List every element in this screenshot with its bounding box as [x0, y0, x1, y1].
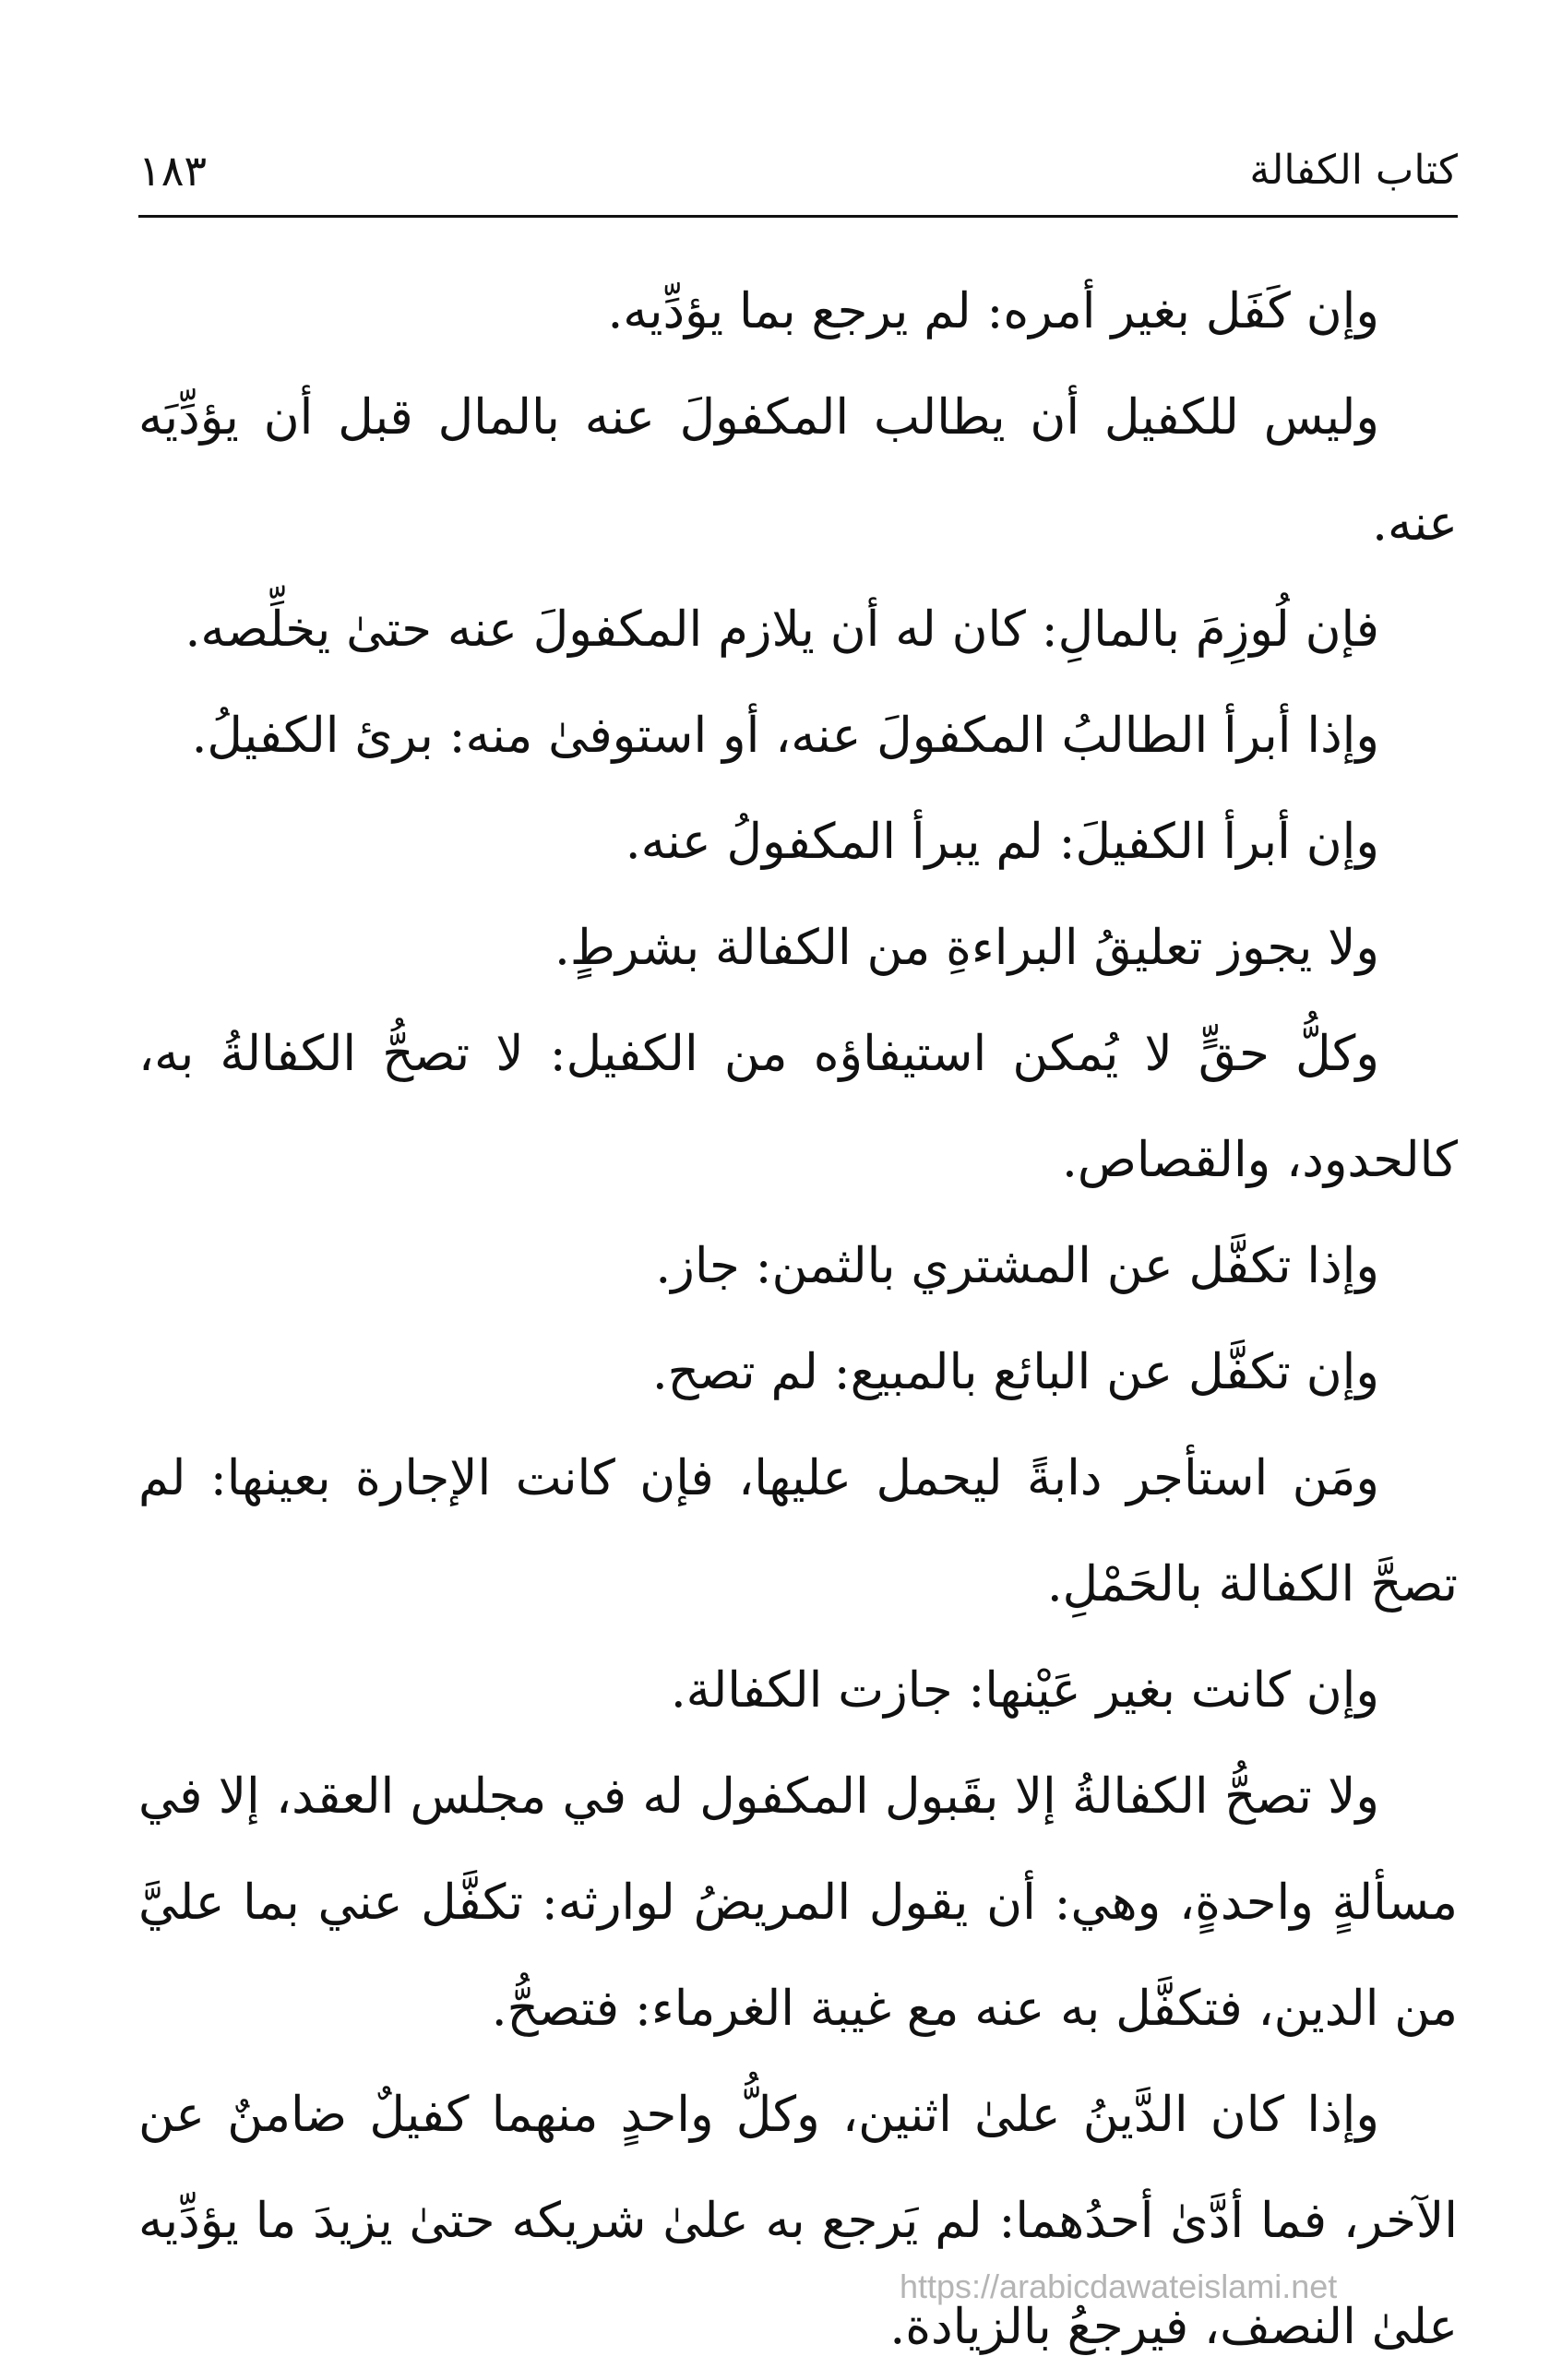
- paragraph-8: وإذا تكفَّل عن المشتري بالثمن: جاز.: [655, 1238, 1379, 1294]
- paragraph-6: ولا يجوز تعليقُ البراءةِ من الكفالة بشرطٍ.: [554, 920, 1379, 976]
- paragraph-11: وإن كانت بغير عَيْنها: جازت الكفالة.: [670, 1662, 1379, 1719]
- paragraph-5: وإن أبرأ الكفيلَ: لم يبرأ المكفولُ عنه.: [625, 814, 1379, 870]
- body-text: [138, 258, 1458, 2380]
- page-number: ١٨٣: [138, 146, 208, 196]
- paragraph-10: ومَن استأجر دابةً ليحمل عليها، فإن كانت الإجارة بعينها: لم تصحَّ الكفالة بالحَمْلِ.: [138, 1450, 1458, 1612]
- watermark-url: https://arabicdawateislami.net: [900, 2267, 1338, 2305]
- paragraph-1: وإن كَفَل بغير أمره: لم يرجع بما يؤدِّيه.: [607, 283, 1379, 339]
- paragraph-13: وإذا كان الدَّينُ علىٰ اثنين، وكلُّ واحدٍ منهما كفيلٌ ضامنٌ عن الآخر، فما أدَّىٰ أحدُهما: لم يَرجع به علىٰ شريكه حتىٰ يزيدَ ما يؤدِّيه علىٰ النصف، فيرجعُ بالزيادة.: [138, 2087, 1458, 2355]
- paragraph-3: فإن لُوزِمَ بالمالِ: كان له أن يلازم المكفولَ عنه حتىٰ يخلِّصه.: [185, 601, 1379, 658]
- page-header: [138, 138, 1458, 212]
- paragraph-9: وإن تكفَّل عن البائع بالمبيع: لم تصح.: [651, 1344, 1379, 1400]
- paragraph-2: وليس للكفيل أن يطالب المكفولَ عنه بالمال قبل أن يؤدِّيَه عنه.: [138, 389, 1458, 552]
- paragraph-7: وكلُّ حقٍّ لا يُمكن استيفاؤه من الكفيل: لا تصحُّ الكفالةُ به، كالحدود، والقصاص.: [138, 1026, 1458, 1188]
- paragraph-12: ولا تصحُّ الكفالةُ إلا بقَبول المكفول له في مجلس العقد، إلا في مسألةٍ واحدةٍ، وهي: أن يقول المريضُ لوارثه: تكفَّل عني بما عليَّ من الدين، فتكفَّل به عنه مع غيبة الغرماء: فتصحُّ.: [138, 1768, 1458, 2037]
- header-divider: [138, 215, 1458, 218]
- chapter-title: كتاب الكفالة: [1249, 147, 1458, 194]
- paragraph-4: وإذا أبرأ الطالبُ المكفولَ عنه، أو استوفىٰ منه: برئ الكفيلُ.: [191, 708, 1379, 764]
